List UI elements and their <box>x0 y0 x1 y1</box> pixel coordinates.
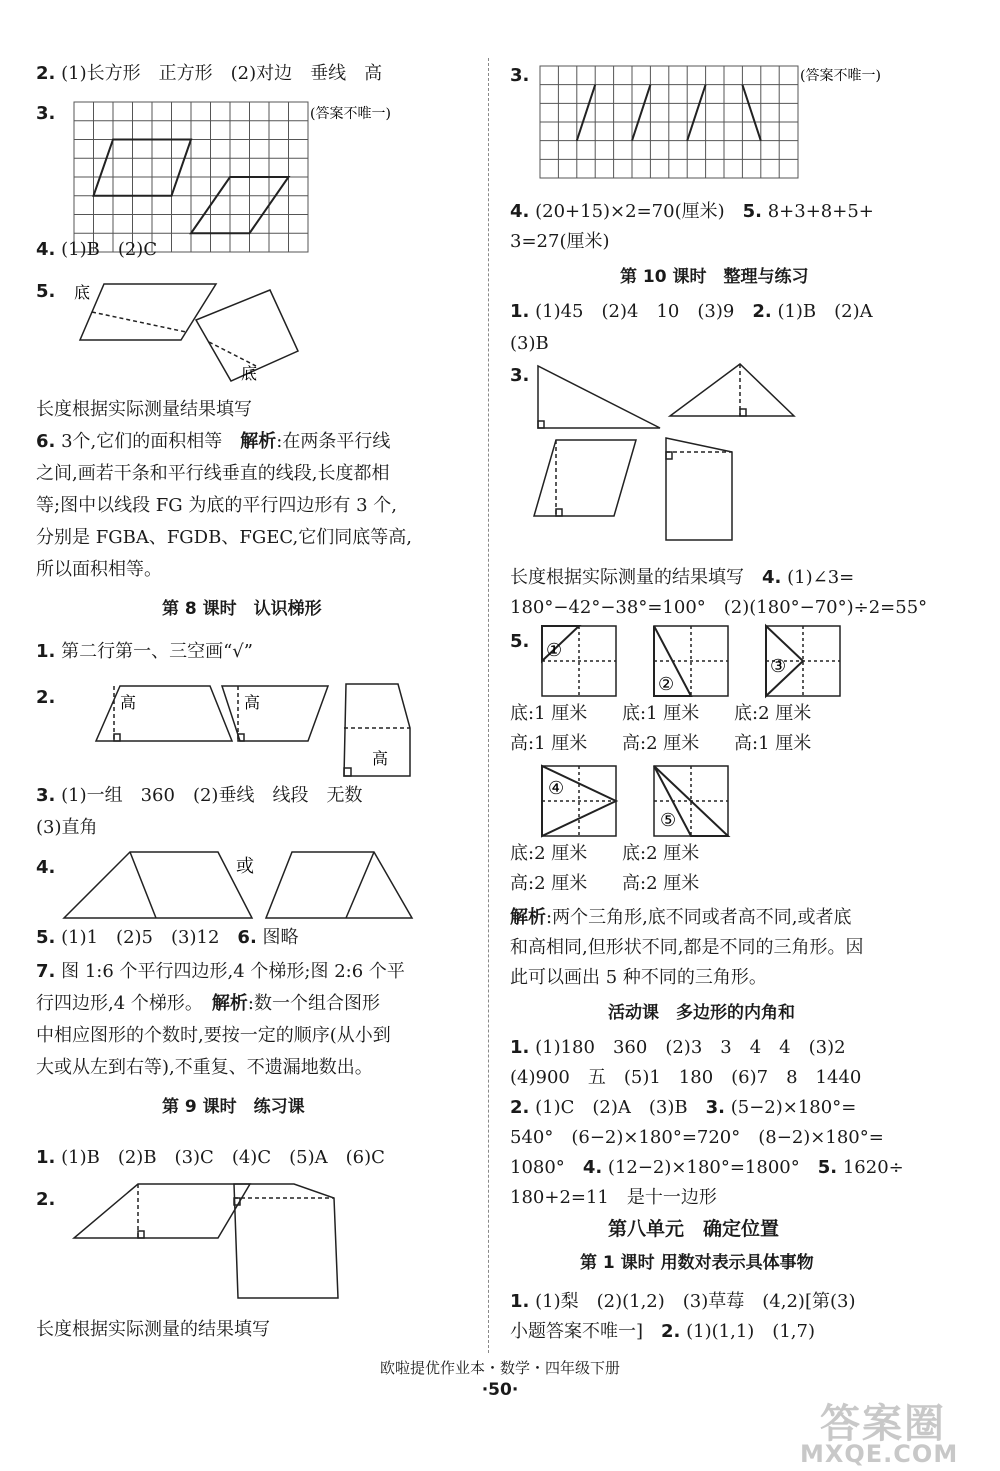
section-heading-unit8-lesson1: 第 1 课时 用数对表示具体事物 <box>580 1253 814 1273</box>
triangle-5-height: 高:2 厘米 <box>622 873 700 894</box>
section-heading-lesson-8: 第 8 课时 认识梯形 <box>162 599 322 619</box>
unit-heading-8: 第八单元 确定位置 <box>608 1218 780 1240</box>
lesson8-answer-5-6: 5. (1)1 (2)5 (3)12 6. 图略 <box>36 927 299 948</box>
watermark-logo: 答案圈 <box>820 1401 946 1447</box>
section-heading-activity: 活动课 多边形的内角和 <box>608 1003 795 1023</box>
activity-answer-1-line-2: (4)900 五 (5)1 180 (6)7 8 1440 <box>510 1067 862 1088</box>
triangle-4-height: 高:2 厘米 <box>510 873 588 894</box>
lesson9-measure-note: 长度根据实际测量的结果填写 <box>36 1319 270 1340</box>
triangle-square-4-5 <box>542 766 742 846</box>
lesson8-answer-3-line-2: (3)直角 <box>36 817 98 838</box>
unit8-answer-1-2: 小题答案不唯一] 2. (1)(1,1) (1,7) <box>510 1321 815 1342</box>
answer-5-line-2: 3=27(厘米) <box>510 231 610 252</box>
base-label: 底 <box>74 283 91 302</box>
lesson8-answer-1: 1. 第二行第一、三空画“√” <box>36 641 253 662</box>
lesson10-analysis-line-3: 此可以画出 5 种不同的三角形。 <box>510 967 767 988</box>
trapezoids-with-height-figure <box>76 678 466 788</box>
triangle-4-base: 底:2 厘米 <box>510 843 588 864</box>
lesson8-answer-2-label: 2. <box>36 687 56 708</box>
answer-3-label: 3. <box>36 103 56 124</box>
answer-6-line-5: 所以面积相等。 <box>36 559 162 580</box>
answer-3-label: 3. <box>510 65 530 86</box>
unit8-answer-1: 1. (1)梨 (2)(1,2) (3)草莓 (4,2)[第(3) <box>510 1291 856 1312</box>
or-label: 或 <box>236 856 254 877</box>
lesson10-answer-5-label: 5. <box>510 631 530 652</box>
lesson8-answer-7-line-3: 中相应图形的个数时,要按一定的顺序(从小到 <box>36 1025 391 1046</box>
triangle-mark-1: ① <box>546 640 563 661</box>
footer-page-number: ·50· <box>481 1380 519 1400</box>
answer-4: 4. (1)B (2)C <box>36 239 158 260</box>
lesson8-answer-7-line-4: 大或从左到右等),不重复、不遗漏地数出。 <box>36 1057 373 1078</box>
answer-2: 2. (1)长方形 正方形 (2)对边 垂线 高 <box>36 63 383 84</box>
answer-4-5: 4. (20+15)×2=70(厘米) 5. 8+3+8+5+ <box>510 201 874 222</box>
answer-6: 6. 3个,它们的面积相等 解析:在两条平行线 <box>36 431 391 452</box>
activity-answer-1: 1. (1)180 360 (2)3 3 4 4 (3)2 <box>510 1037 846 1058</box>
triangle-3-height: 高:1 厘米 <box>734 733 812 754</box>
answer-5-label: 5. <box>36 281 56 302</box>
height-label: 高 <box>244 693 261 712</box>
height-label: 高 <box>120 693 137 712</box>
base-label: 底 <box>241 364 258 383</box>
height-label: 高 <box>372 749 389 768</box>
triangle-square-1 <box>542 626 842 706</box>
watermark-url: MXQE.COM <box>800 1440 959 1468</box>
answer-5-measure-note: 长度根据实际测量结果填写 <box>36 399 252 420</box>
triangle-1-base: 底:1 厘米 <box>510 703 588 724</box>
grid-segments-figure <box>540 66 940 186</box>
triangle-2-height: 高:2 厘米 <box>622 733 700 754</box>
activity-answer-4-5: 1080° 4. (12−2)×180°=1800° 5. 1620÷ <box>510 1157 904 1178</box>
triangle-mark-5: ⑤ <box>660 810 677 831</box>
answer-6-line-2: 之间,画若干条和平行线垂直的线段,长度都相 <box>36 463 390 484</box>
lesson10-answer-4: 长度根据实际测量的结果填写 4. (1)∠3= <box>510 567 855 588</box>
q3-note: (答案不唯一) <box>800 68 881 84</box>
answer-6-line-4: 分别是 FGBA、FGDB、FGEC,它们同底等高, <box>36 527 412 548</box>
triangle-5-base: 底:2 厘米 <box>622 843 700 864</box>
answer-6-line-3: 等;图中以线段 FG 为底的平行四边形有 3 个, <box>36 495 397 516</box>
lesson10-answer-1-2: 1. (1)45 (2)4 10 (3)9 2. (1)B (2)A <box>510 301 873 322</box>
q3-note: (答案不唯一) <box>310 106 391 122</box>
column-divider <box>488 58 489 1353</box>
lesson10-answer-4-line-2: 180°−42°−38°=100° (2)(180°−70°)÷2=55° <box>510 597 928 618</box>
lesson9-answer-1: 1. (1)B (2)B (3)C (4)C (5)A (6)C <box>36 1147 385 1168</box>
activity-answer-3-line-2: 540° (6−2)×180°=720° (8−2)×180°= <box>510 1127 884 1148</box>
lesson9-answer-2-label: 2. <box>36 1189 56 1210</box>
footer-book-title: 欧啦提优作业本・数学・四年级下册 <box>379 1359 620 1377</box>
triangle-mark-4: ④ <box>548 778 565 799</box>
lesson8-answer-7-line-2: 行四边形,4 个梯形。 解析:数一个组合图形 <box>36 993 380 1014</box>
triangle-3-base: 底:2 厘米 <box>734 703 812 724</box>
triangles-parallelogram-trapezoid-height-figure <box>532 358 832 568</box>
triangle-mark-3: ③ <box>770 656 787 677</box>
parallelograms-base-height-figure <box>66 276 326 391</box>
section-heading-lesson-9: 第 9 课时 练习课 <box>162 1097 305 1117</box>
lesson10-answer-2-line-2: (3)B <box>510 333 549 354</box>
activity-answer-5-line-2: 180+2=11 是十一边形 <box>510 1187 717 1208</box>
section-heading-lesson-10: 第 10 课时 整理与练习 <box>620 267 809 287</box>
lesson8-answer-7: 7. 图 1:6 个平行四边形,4 个梯形;图 2:6 个平 <box>36 961 405 982</box>
activity-answer-2-3: 2. (1)C (2)A (3)B 3. (5−2)×180°= <box>510 1097 857 1118</box>
triangle-1-height: 高:1 厘米 <box>510 733 588 754</box>
lesson10-analysis: 解析:两个三角形,底不同或者高不同,或者底 <box>510 907 852 928</box>
triangle-mark-2: ② <box>658 674 675 695</box>
lesson8-answer-4-label: 4. <box>36 857 56 878</box>
lesson8-answer-3: 3. (1)一组 360 (2)垂线 线段 无数 <box>36 785 363 806</box>
lesson10-analysis-line-2: 和高相同,但形状不同,都是不同的三角形。因 <box>510 937 864 958</box>
parallelogram-trapezoid-height-figure <box>66 1176 366 1326</box>
lesson10-answer-3-label: 3. <box>510 365 530 386</box>
triangle-2-base: 底:1 厘米 <box>622 703 700 724</box>
